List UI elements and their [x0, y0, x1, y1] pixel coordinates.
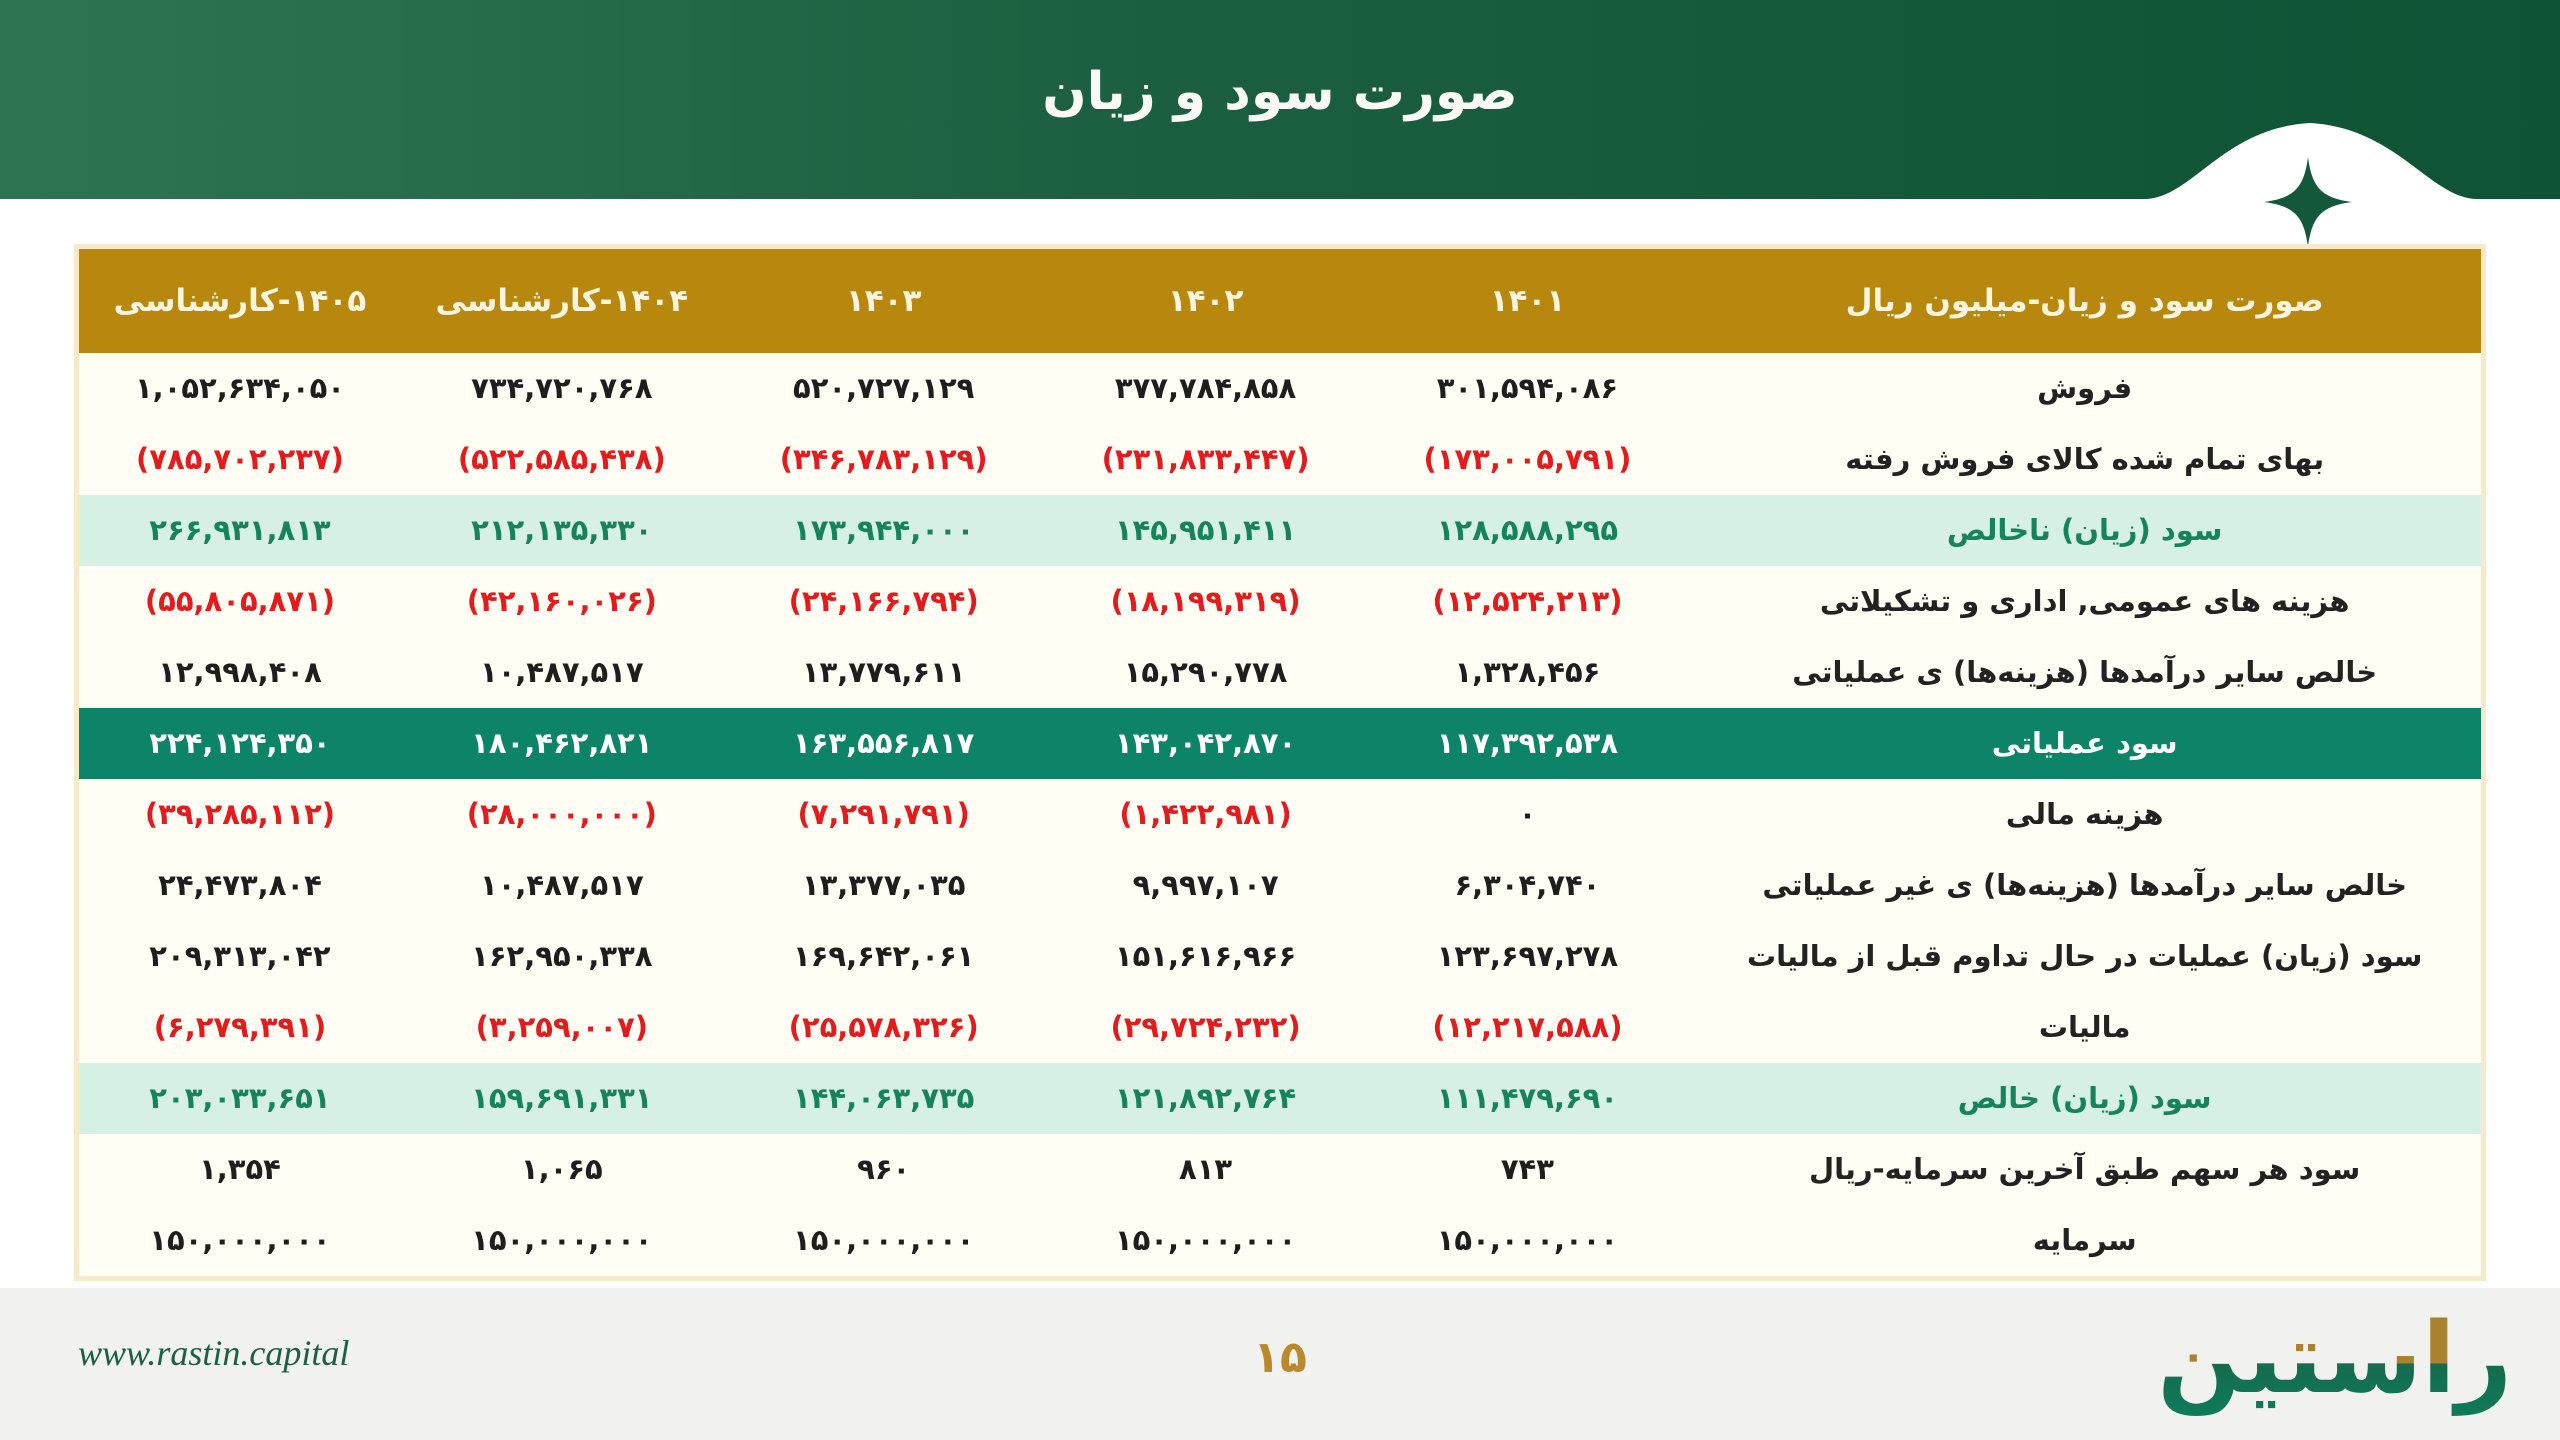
table-row [79, 850, 2481, 921]
row-value: ۱۵۰,۰۰۰,۰۰۰ [1436, 1223, 1619, 1258]
row-value: ۱۵۰,۰۰۰,۰۰۰ [793, 1223, 975, 1258]
table-row [79, 424, 2481, 495]
row-value: (۶,۲۷۹,۳۹۱) [153, 1010, 327, 1045]
table-row [79, 1134, 2481, 1205]
row-value: ۱۳,۳۷۷,۰۳۵ [801, 868, 966, 903]
row-value: ۱,۰۵۲,۶۳۴,۰۵۰ [134, 371, 345, 406]
row-label: خالص سایر درآمدها (هزینه‌ها) ی عملیاتی [1792, 655, 2378, 690]
row-value: ۱,۰۶۵ [520, 1152, 603, 1187]
row-label: خالص سایر درآمدها (هزینه‌ها) ی غیر عملیاتی [1762, 868, 2407, 903]
row-label: سود (زیان) ناخالص [1946, 513, 2223, 548]
row-value: (۲۴,۱۶۶,۷۹۴) [788, 584, 979, 619]
row-value: (۲۸,۰۰۰,۰۰۰) [466, 797, 657, 832]
table-row [79, 921, 2481, 992]
row-label: سود (زیان) خالص [1957, 1081, 2212, 1116]
row-value: ۳۷۷,۷۸۴,۸۵۸ [1114, 371, 1297, 406]
row-value: ۷۳۴,۷۲۰,۷۶۸ [471, 371, 653, 406]
row-value: (۳۴۶,۷۸۳,۱۲۹) [779, 442, 988, 477]
table-row [79, 1063, 2481, 1134]
row-value: ۹,۹۹۷,۱۰۷ [1132, 868, 1279, 903]
row-value: ۱۲۱,۸۹۲,۷۶۴ [1114, 1081, 1297, 1116]
year-column-header: ۱۴۰۳ [845, 282, 922, 319]
row-value: (۳۹,۲۸۵,۱۱۲) [144, 797, 336, 832]
row-value: ۱۴۳,۰۴۲,۸۷۰ [1114, 726, 1297, 761]
table-row [79, 1205, 2481, 1276]
sparkle-star-icon [2264, 157, 2352, 247]
row-value: ۶,۳۰۴,۷۴۰ [1454, 868, 1601, 903]
row-value: ۱۵۹,۶۹۱,۳۳۱ [471, 1081, 653, 1116]
row-value: ۱,۳۲۸,۴۵۶ [1454, 655, 1601, 690]
table-row [79, 353, 2481, 424]
row-value: ۷۴۳ [1500, 1152, 1554, 1187]
row-value: (۱۲,۲۱۷,۵۸۸) [1432, 1010, 1623, 1045]
row-value: ۱۲۳,۶۹۷,۲۷۸ [1436, 939, 1619, 974]
row-value: ۱۴۵,۹۵۱,۴۱۱ [1114, 513, 1297, 548]
row-value: ۱۸۰,۴۶۲,۸۲۱ [471, 726, 653, 761]
row-value: ۱,۳۵۴ [199, 1152, 281, 1187]
website-url: www.rastin.capital [78, 1333, 350, 1373]
row-value: (۳,۲۵۹,۰۰۷) [475, 1010, 649, 1045]
row-value: ۲۶۶,۹۳۱,۸۱۳ [149, 513, 331, 548]
row-value: ۱۵۰,۰۰۰,۰۰۰ [1114, 1223, 1297, 1258]
row-value: ۱۵۰,۰۰۰,۰۰۰ [149, 1223, 331, 1258]
row-value: (۲۳۱,۸۳۳,۴۴۷) [1101, 442, 1310, 477]
row-value: (۷,۲۹۱,۷۹۱) [797, 797, 970, 832]
pl-table-body [79, 353, 2481, 1276]
row-value: ۱۰,۴۸۷,۵۱۷ [480, 868, 644, 903]
rastin-logo: راستین [2157, 1296, 2512, 1423]
row-value: ۹۶۰ [857, 1152, 911, 1187]
row-value: (۵۵,۸۰۵,۸۷۱) [144, 584, 336, 619]
row-value: ۲۱۲,۱۳۵,۳۳۰ [471, 513, 653, 548]
row-label: سود هر سهم طبق آخرین سرمایه-ریال [1809, 1152, 2361, 1187]
profit-loss-table [74, 244, 2486, 1281]
row-value: (۲۹,۷۲۴,۲۳۲) [1110, 1010, 1301, 1045]
year-column-header: ۱۴۰۵-کارشناسی [113, 282, 367, 319]
row-value: ۵۲۰,۷۲۷,۱۲۹ [793, 371, 975, 406]
row-value: ۲۰۳,۰۳۳,۶۵۱ [149, 1081, 331, 1116]
row-value: (۱۷۳,۰۰۵,۷۹۱) [1423, 442, 1632, 477]
table-row [79, 708, 2481, 779]
table-row [79, 779, 2481, 850]
row-label: سود (زیان) عملیات در حال تداوم قبل از مالیات [1746, 939, 2423, 974]
row-value: ۱۲۸,۵۸۸,۲۹۵ [1436, 513, 1619, 548]
row-label: بهای تمام شده کالای فروش رفته [1845, 442, 2325, 477]
row-value: ۱۶۳,۵۵۶,۸۱۷ [793, 726, 975, 761]
year-column-header: ۱۴۰۲ [1167, 282, 1244, 319]
row-label: فروش [2037, 371, 2133, 406]
row-value: (۱۸,۱۹۹,۳۱۹) [1110, 584, 1301, 619]
table-header-row [79, 249, 2481, 353]
row-value: ۱۳,۷۷۹,۶۱۱ [801, 655, 966, 690]
table-header-label: صورت سود و زیان-میلیون ریال [1845, 282, 2324, 319]
row-value: ۳۰۱,۵۹۴,۰۸۶ [1436, 371, 1619, 406]
table-row [79, 566, 2481, 637]
table-row [79, 637, 2481, 708]
row-value: ۱۱۷,۳۹۲,۵۳۸ [1436, 726, 1619, 761]
row-value: ۱۰,۴۸۷,۵۱۷ [480, 655, 644, 690]
table-row [79, 992, 2481, 1063]
row-value: ۱۱۱,۴۷۹,۶۹۰ [1436, 1081, 1619, 1116]
row-value: ۰ [1518, 797, 1537, 832]
year-column-header: ۱۴۰۱ [1489, 282, 1566, 319]
table-row [79, 495, 2481, 566]
year-column-header: ۱۴۰۴-کارشناسی [435, 282, 689, 319]
row-label: سود عملیاتی [1991, 726, 2178, 761]
row-label: سرمایه [2032, 1223, 2137, 1258]
row-label: هزینه مالی [2005, 797, 2164, 832]
row-value: (۱۲,۵۲۴,۲۱۳) [1432, 584, 1623, 619]
row-value: ۱۶۲,۹۵۰,۳۳۸ [471, 939, 653, 974]
footer-bar [0, 1288, 2560, 1440]
row-value: ۱۷۳,۹۴۴,۰۰۰ [793, 513, 975, 548]
page-number: ۱۵ [1253, 1332, 1307, 1383]
row-label: هزینه های عمومی, اداری و تشکیلاتی [1819, 584, 2350, 619]
row-value: ۱۵۰,۰۰۰,۰۰۰ [471, 1223, 653, 1258]
row-value: ۸۱۳ [1179, 1152, 1233, 1187]
row-value: (۵۲۲,۵۸۵,۴۳۸) [457, 442, 666, 477]
row-value: (۷۸۵,۷۰۲,۲۳۷) [136, 442, 344, 477]
row-value: ۲۴,۴۷۳,۸۰۴ [158, 868, 322, 903]
page-title: صورت سود و زیان [1042, 62, 1518, 122]
row-value: ۱۴۴,۰۶۳,۷۳۵ [793, 1081, 975, 1116]
row-label: مالیات [2038, 1010, 2131, 1045]
row-value: (۱,۴۲۲,۹۸۱) [1119, 797, 1292, 832]
row-value: ۲۲۴,۱۲۴,۳۵۰ [149, 726, 331, 761]
row-value: ۱۶۹,۶۴۲,۰۶۱ [793, 939, 975, 974]
row-value: ۲۰۹,۳۱۳,۰۴۲ [149, 939, 331, 974]
banner-background [0, 0, 2560, 270]
row-value: ۱۵۱,۶۱۶,۹۶۶ [1114, 939, 1297, 974]
row-value: (۲۵,۵۷۸,۳۲۶) [788, 1010, 979, 1045]
row-value: ۱۵,۲۹۰,۷۷۸ [1123, 655, 1288, 690]
row-value: ۱۲,۹۹۸,۴۰۸ [158, 655, 322, 690]
row-value: (۴۲,۱۶۰,۰۲۶) [466, 584, 657, 619]
